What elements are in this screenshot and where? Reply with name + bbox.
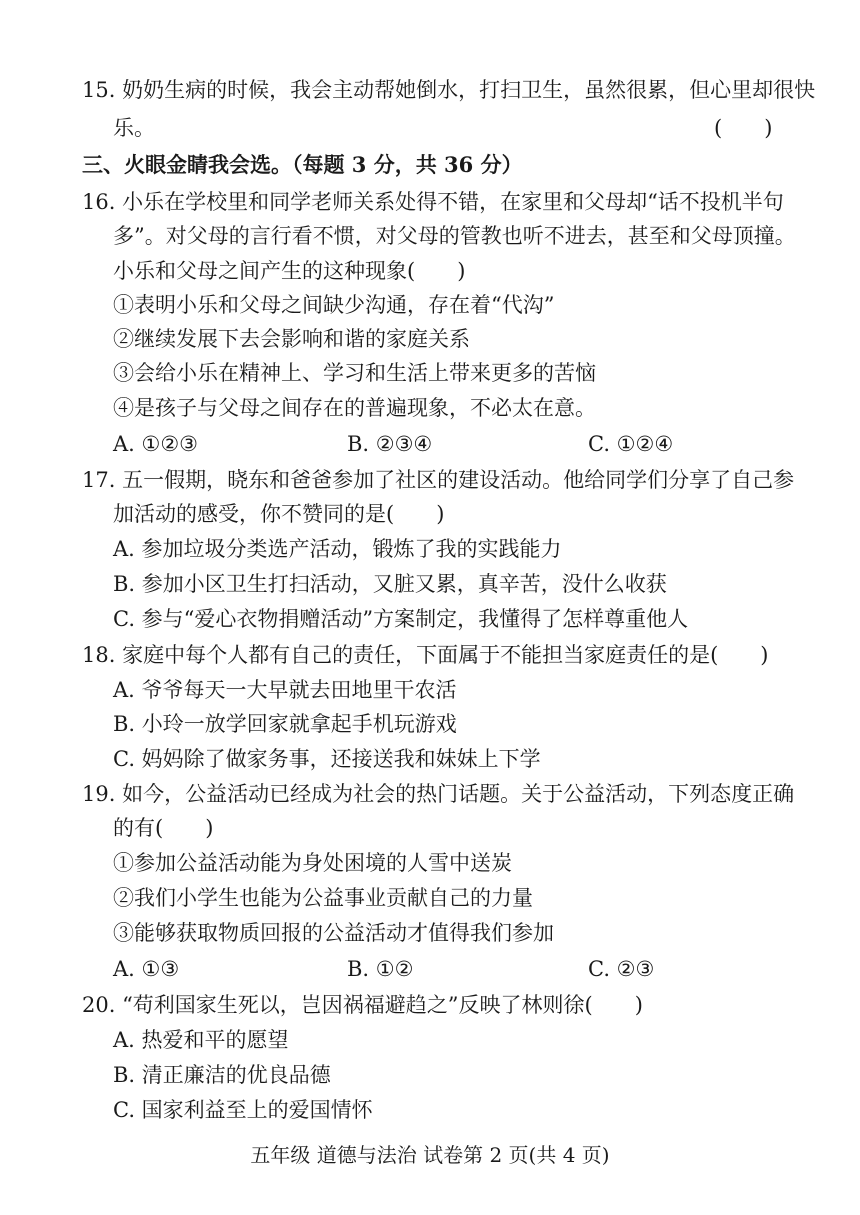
q16-line3: 小乐和父母之间产生的这种现象( ) [113,259,466,283]
q20-line1: 20. “苟利国家生死以，岂因祸福避趋之”反映了林则徐( ) [82,993,643,1017]
q15-line1: 15. 奶奶生病的时候，我会主动帮她倒水，打扫卫生，虽然很累，但心里却很快 [82,78,816,102]
page-footer: 五年级 道德与法治 试卷第 2 页(共 4 页) [250,1143,610,1167]
section3-title: 三、火眼金睛我会选。（每题 3 分，共 36 分） [82,152,523,177]
q17-option-a: A. 参加垃圾分类选产活动，锻炼了我的实践能力 [113,537,562,561]
q20-option-a: A. 热爱和平的愿望 [113,1028,289,1052]
q19-option-c: C. ②③ [588,957,655,981]
q16-line2: 多”。对父母的言行看不惯，对父母的管教也听不进去，甚至和父母顶撞。 [113,224,796,248]
q17-line2: 加活动的感受，你不赞同的是( ) [113,502,445,526]
q16-option-a: A. ①②③ [113,432,198,456]
q16-option-b: B. ②③④ [347,432,433,456]
q16-item-1: ①表明小乐和父母之间缺少沟通，存在着“代沟” [113,293,555,317]
q19-option-b: B. ①② [347,957,414,981]
q19-item-2: ②我们小学生也能为公益事业贡献自己的力量 [113,886,533,910]
q19-option-a: A. ①③ [113,957,180,981]
q18-option-a: A. 爷爷每天一大早就去田地里干农活 [113,678,457,702]
q16-item-3: ③会给小乐在精神上、学习和生活上带来更多的苦恼 [113,361,596,385]
q16-option-c: C. ①②④ [588,432,674,456]
q17-line1: 17. 五一假期，晓东和爸爸参加了社区的建设活动。他给同学们分享了自己参 [82,468,795,492]
q15-answer-paren: ( ) [714,116,773,140]
q17-option-b: B. 参加小区卫生打扫活动，又脏又累，真辛苦，没什么收获 [113,572,667,596]
q18-option-c: C. 妈妈除了做家务事，还接送我和妹妹上下学 [113,747,541,771]
q20-option-b: B. 清正廉洁的优良品德 [113,1063,331,1087]
q16-item-2: ②继续发展下去会影响和谐的家庭关系 [113,327,470,351]
q20-option-c: C. 国家利益至上的爱国情怀 [113,1098,373,1122]
q16-line1: 16. 小乐在学校里和同学老师关系处得不错，在家里和父母却“话不投机半句 [82,190,784,214]
q17-option-c: C. 参与“爱心衣物捐赠活动”方案制定，我懂得了怎样尊重他人 [113,607,689,631]
q19-line2: 的有( ) [113,816,214,840]
q18-line1: 18. 家庭中每个人都有自己的责任，下面属于不能担当家庭责任的是( ) [82,643,769,667]
q15-line2: 乐。 [113,116,155,140]
q19-line1: 19. 如今，公益活动已经成为社会的热门话题。关于公益活动，下列态度正确 [82,782,795,806]
q18-option-b: B. 小玲一放学回家就拿起手机玩游戏 [113,712,457,736]
q19-item-3: ③能够获取物质回报的公益活动才值得我们参加 [113,921,554,945]
q19-item-1: ①参加公益活动能为身处困境的人雪中送炭 [113,851,512,875]
q16-item-4: ④是孩子与父母之间存在的普遍现象，不必太在意。 [113,396,596,420]
